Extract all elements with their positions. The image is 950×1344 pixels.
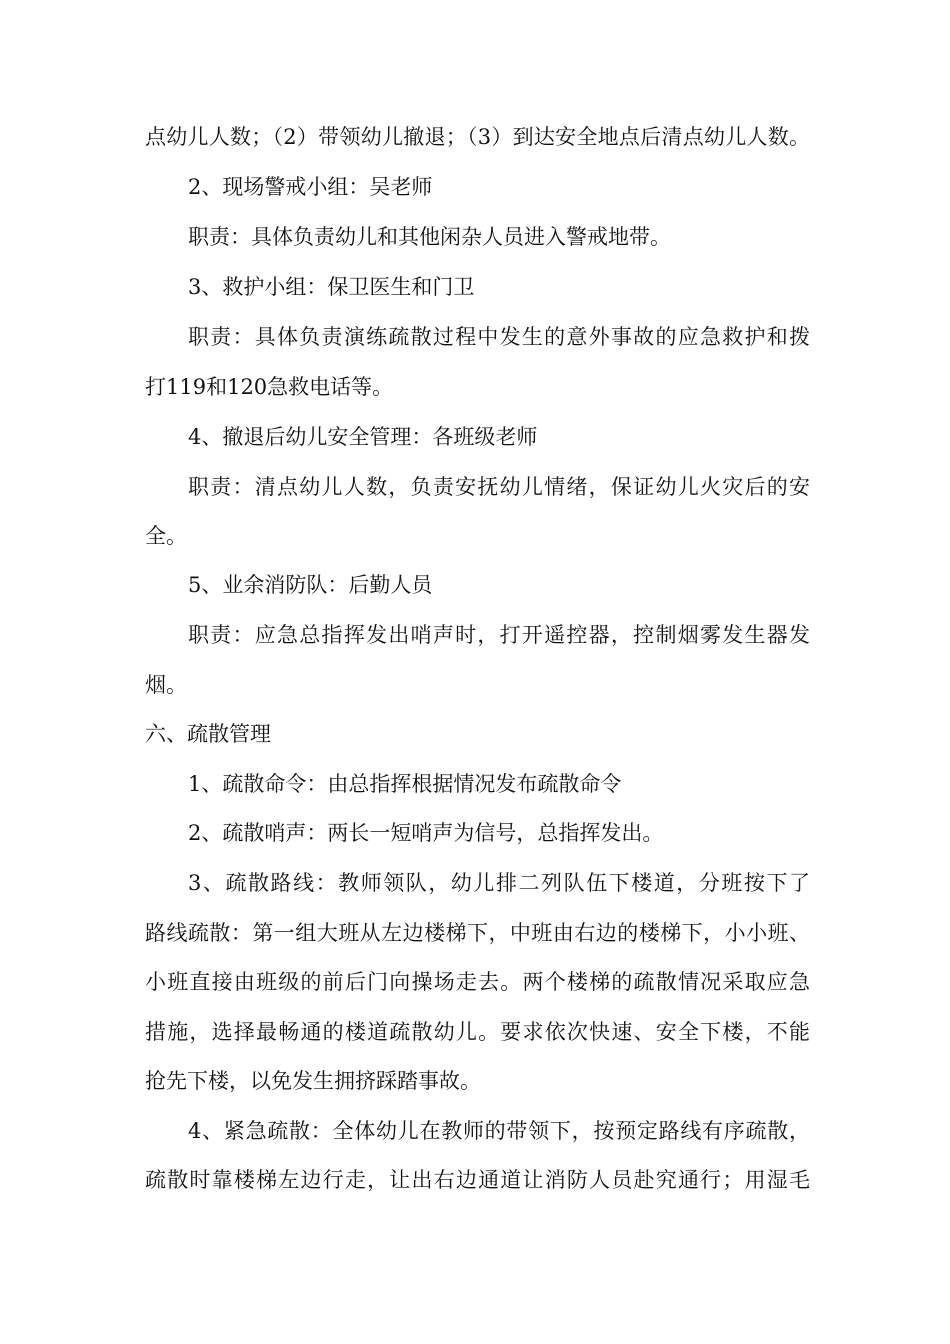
text-line: 3、疏散路线：教师领队，幼儿排二列队伍下楼道，分班按下了: [188, 871, 810, 895]
text-line: 措施，选择最畅通的楼道疏散幼儿。要求依次快速、安全下楼，不能: [145, 1020, 810, 1044]
text-line: 烟。: [145, 673, 187, 697]
section-heading: 4、撤退后幼儿安全管理：各班级老师: [188, 425, 538, 449]
section-heading: 3、救护小组：保卫医生和门卫: [188, 275, 475, 299]
text-line: 4、紧急疏散：全体幼儿在教师的带领下，按预定路线有序疏散，: [188, 1119, 810, 1143]
text-line: 路线疏散：第一组大班从左边楼梯下，中班由右边的楼梯下，小小班、: [145, 921, 810, 945]
section-heading: 2、疏散哨声：两长一短哨声为信号，总指挥发出。: [188, 821, 664, 845]
text-line: 职责：应急总指挥发出哨声时，打开遥控器，控制烟雾发生器发: [188, 623, 810, 647]
text-line: 职责：具体负责演练疏散过程中发生的意外事故的应急救护和拨: [188, 325, 810, 349]
text-line: 职责：清点幼儿人数，负责安抚幼儿情绪，保证幼儿火灾后的安: [188, 475, 810, 499]
text-line: 疏散时靠楼梯左边行走，让出右边通道让消防人员赴究通行；用湿毛: [145, 1168, 810, 1192]
text-line: 职责：具体负责幼儿和其他闲杂人员进入警戒地带。: [188, 225, 671, 249]
section-heading: 5、业余消防队：后勤人员: [188, 573, 433, 597]
text-line: 小班直接由班级的前后门向操场走去。两个楼梯的疏散情况采取应急: [145, 970, 810, 994]
section-heading: 2、现场警戒小组：吴老师: [188, 175, 433, 199]
text-line: 打119和120急救电话等。: [145, 375, 394, 399]
text-line: 抢先下楼，以免发生拥挤踩踏事故。: [145, 1069, 481, 1093]
section-heading: 1、疏散命令：由总指挥根据情况发布疏散命令: [188, 772, 622, 796]
text-line: 点幼儿人数；（2）带领幼儿撤退；（3）到达安全地点后清点幼儿人数。: [145, 125, 810, 149]
text-line: 全。: [145, 524, 187, 548]
chapter-heading: 六、疏散管理: [145, 722, 271, 746]
